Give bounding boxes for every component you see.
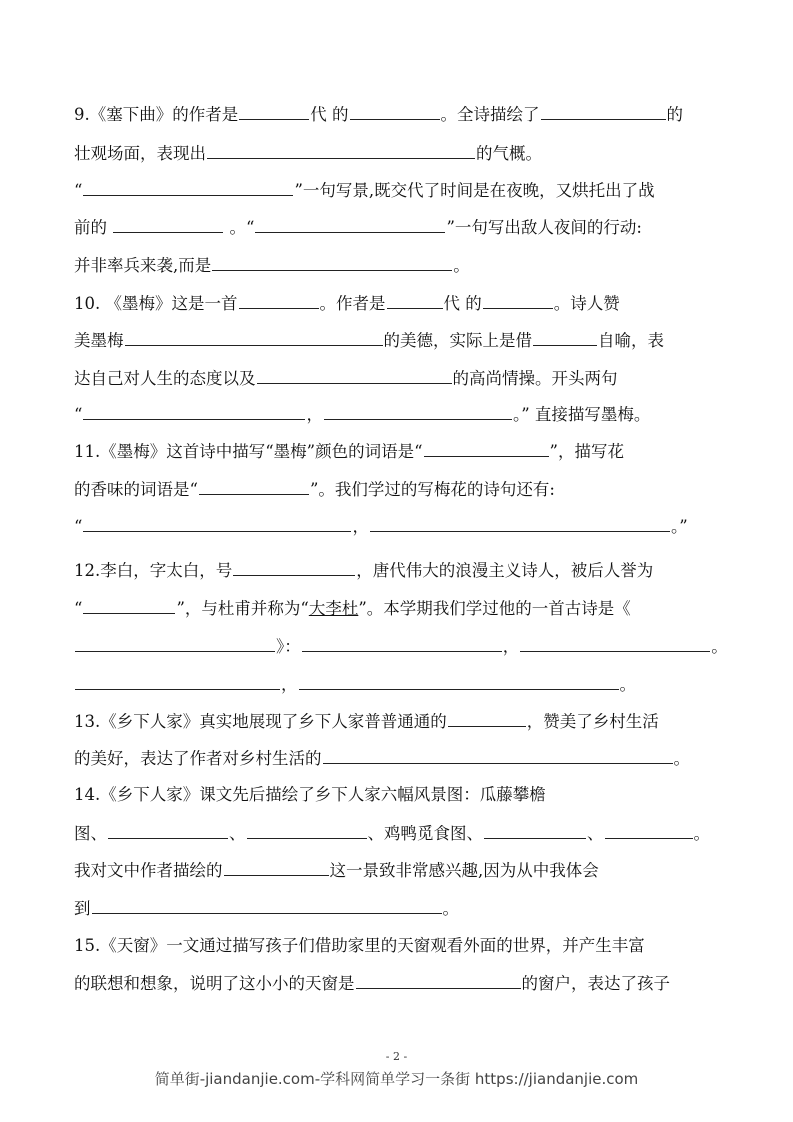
text: 、 bbox=[587, 824, 604, 843]
blank-field[interactable] bbox=[83, 175, 293, 196]
text: 。 bbox=[619, 675, 636, 694]
blank-field[interactable] bbox=[356, 968, 521, 989]
text: 达自己对人生的态度以及 bbox=[74, 369, 256, 388]
blank-field[interactable] bbox=[387, 288, 443, 309]
blank-field[interactable] bbox=[113, 212, 223, 233]
text: 。作者是 bbox=[319, 294, 386, 313]
q10-line-1 bbox=[74, 288, 724, 318]
text: ， bbox=[281, 675, 298, 694]
blank-field[interactable] bbox=[484, 818, 586, 839]
text: 的 bbox=[666, 105, 683, 124]
q9-line-1 bbox=[74, 99, 724, 129]
text: 10. 《墨梅》这是一首 bbox=[74, 294, 238, 313]
blank-field[interactable] bbox=[233, 555, 355, 576]
text: 的美好，表达了作者对乡村生活的 bbox=[74, 749, 322, 768]
blank-field[interactable] bbox=[83, 593, 175, 614]
q12-line-1 bbox=[74, 555, 724, 585]
q15-line-2 bbox=[74, 968, 724, 998]
q9-line-4 bbox=[74, 212, 724, 242]
text: ， bbox=[502, 637, 520, 656]
text: ， bbox=[352, 517, 369, 536]
q10-line-3 bbox=[74, 363, 724, 393]
text: 。诗人赞 bbox=[553, 294, 620, 313]
q14-line-2 bbox=[74, 818, 724, 848]
text: ”，与杜甫并称为“ bbox=[176, 599, 309, 618]
text: 前的 bbox=[74, 218, 113, 237]
blank-field[interactable] bbox=[83, 399, 305, 420]
q11-line-2 bbox=[74, 474, 724, 504]
blank-field[interactable] bbox=[255, 212, 445, 233]
text: 的高尚情操。开头两句 bbox=[452, 369, 618, 388]
text: “ bbox=[74, 405, 83, 424]
text: 的美德，实际上是借 bbox=[383, 331, 532, 350]
blank-field[interactable] bbox=[424, 436, 549, 457]
q15-line-1 bbox=[74, 931, 724, 961]
text: ”。我们学过的写梅花的诗句还有: bbox=[309, 480, 555, 499]
blank-field[interactable] bbox=[323, 743, 673, 764]
blank-field[interactable] bbox=[257, 363, 452, 384]
blank-field[interactable] bbox=[370, 511, 670, 532]
text: 》： bbox=[276, 637, 301, 656]
text: ”。本学期我们学过他的一首古诗是《 bbox=[358, 599, 631, 618]
blank-field[interactable] bbox=[207, 138, 475, 159]
text: 图、 bbox=[74, 824, 107, 843]
blank-field[interactable] bbox=[520, 631, 710, 652]
text: 。 bbox=[442, 899, 459, 918]
text: 12.李白，字太白，号 bbox=[74, 561, 233, 580]
q14-line-1 bbox=[74, 780, 724, 810]
text: 。“ bbox=[224, 218, 255, 237]
blank-field[interactable] bbox=[605, 818, 693, 839]
blank-field[interactable] bbox=[247, 818, 367, 839]
text: 这一景致非常感兴趣,因为从中我体会 bbox=[329, 861, 599, 880]
text: 自喻，表 bbox=[598, 331, 664, 350]
blank-field[interactable] bbox=[239, 288, 319, 309]
blank-field[interactable] bbox=[108, 818, 228, 839]
text: ， bbox=[306, 405, 323, 424]
text: 我对文中作者描绘的 bbox=[74, 861, 223, 880]
text: ”一句写景,既交代了时间是在夜晚，又烘托出了战 bbox=[294, 181, 655, 200]
text: 代 的 bbox=[310, 105, 349, 124]
text: “ bbox=[74, 517, 83, 536]
blank-field[interactable] bbox=[541, 99, 666, 120]
text: 。全诗描绘了 bbox=[440, 105, 540, 124]
footer-watermark: 简单街-jiandanjie.com-学科网简单学习一条街 https://jiandanjie.com bbox=[154, 1070, 639, 1088]
blank-field[interactable] bbox=[92, 893, 442, 914]
q14-line-4 bbox=[74, 893, 724, 923]
blank-field[interactable] bbox=[212, 250, 452, 271]
text: 并非率兵来袭,而是 bbox=[74, 256, 212, 275]
text: 的香味的词语是“ bbox=[74, 480, 198, 499]
underlined-text: 大李杜 bbox=[308, 599, 359, 618]
text: 代 的 bbox=[443, 294, 482, 313]
q12-line-3 bbox=[74, 631, 728, 661]
text: 。 bbox=[711, 637, 728, 656]
q9-line-3 bbox=[74, 175, 724, 205]
blank-field[interactable] bbox=[199, 474, 309, 495]
text: 美墨梅 bbox=[74, 331, 124, 350]
q9-line-2 bbox=[74, 138, 724, 168]
blank-field[interactable] bbox=[83, 511, 351, 532]
text: ”一句写出敌人夜间的行动: bbox=[446, 218, 642, 237]
q13-line-1 bbox=[74, 706, 724, 736]
blank-field[interactable] bbox=[533, 325, 597, 346]
blank-field[interactable] bbox=[350, 99, 440, 120]
q10-line-2 bbox=[74, 325, 724, 355]
text: ”，描写花 bbox=[549, 442, 624, 461]
q13-line-2 bbox=[74, 743, 724, 773]
q12-line-2 bbox=[74, 593, 724, 623]
blank-field[interactable] bbox=[302, 631, 502, 652]
text: ，唐代伟大的浪漫主义诗人，被后人誉为 bbox=[356, 561, 654, 580]
text: 的联想和想象，说明了这小小的天窗是 bbox=[74, 974, 355, 993]
blank-field[interactable] bbox=[75, 669, 280, 690]
blank-field[interactable] bbox=[483, 288, 553, 309]
blank-field[interactable] bbox=[299, 669, 619, 690]
text: ，赞美了乡村生活 bbox=[526, 712, 659, 731]
text: 的气概。 bbox=[476, 144, 542, 163]
q12-line-4 bbox=[74, 669, 724, 699]
blank-field[interactable] bbox=[125, 325, 383, 346]
text: 。 bbox=[693, 824, 710, 843]
blank-field[interactable] bbox=[448, 706, 526, 727]
text: 。 bbox=[673, 749, 690, 768]
q11-line-1 bbox=[74, 436, 724, 466]
blank-field[interactable] bbox=[239, 99, 309, 120]
text: 15.《天窗》一文通过描写孩子们借助家里的天窗观看外面的世界，并产生丰富 bbox=[74, 936, 645, 955]
text: 。 bbox=[453, 256, 470, 275]
text: 11.《墨梅》这首诗中描写“墨梅”颜色的词语是“ bbox=[74, 442, 423, 461]
q14-line-3 bbox=[74, 855, 724, 885]
text: 、 bbox=[229, 824, 246, 843]
text: 壮观场面，表现出 bbox=[74, 144, 206, 163]
blank-field[interactable] bbox=[224, 855, 329, 876]
text: 13.《乡下人家》真实地展现了乡下人家普普通通的 bbox=[74, 712, 447, 731]
text: “ bbox=[74, 181, 83, 200]
q10-line-4 bbox=[74, 399, 724, 429]
text: 、鸡鸭觅食图、 bbox=[367, 824, 483, 843]
blank-field[interactable] bbox=[75, 631, 275, 652]
blank-field[interactable] bbox=[324, 399, 512, 420]
text: “ bbox=[74, 599, 83, 618]
text: 。” bbox=[670, 517, 688, 536]
text: 到 bbox=[74, 899, 91, 918]
q9-line-5 bbox=[74, 250, 724, 280]
text: 的窗户，表达了孩子 bbox=[521, 974, 670, 993]
text: 。” 直接描写墨梅。 bbox=[512, 405, 651, 424]
page-number: - 2 - bbox=[385, 1050, 408, 1063]
q11-line-3 bbox=[74, 511, 724, 541]
text: 14.《乡下人家》课文先后描绘了乡下人家六幅风景图：瓜藤攀檐 bbox=[74, 785, 546, 804]
text: 9.《塞下曲》的作者是 bbox=[74, 105, 239, 124]
